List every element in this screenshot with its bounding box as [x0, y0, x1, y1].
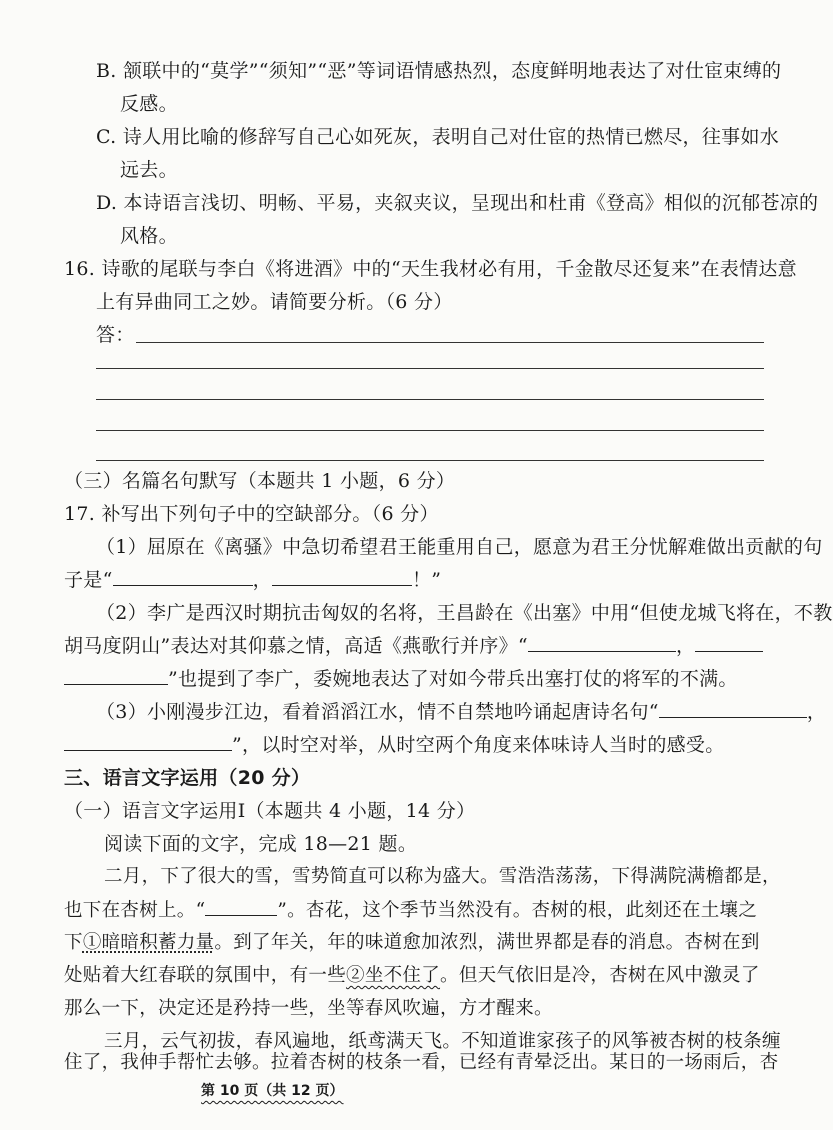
q17-part2-line3: ”也提到了李广，委婉地表达了对如今带兵出塞打仗的将军的不满。: [64, 666, 738, 692]
passage-p1-line3: 下①暗暗积蓄力量。到了年关，年的味道愈加浓烈，满世界都是春的消息。杏树在到: [64, 932, 760, 953]
q17-part2-blank-2b[interactable]: [64, 666, 168, 685]
section-famous-lines-heading: （三）名篇名句默写（本题共 1 小题，6 分）: [64, 470, 456, 492]
passage-p2-line1: 三月，云气初拔，春风遍地，纸鸢满天飞。不知道谁家孩子的风筝被杏树的枝条缠: [104, 1031, 781, 1052]
q17-part1-blank-2[interactable]: [272, 567, 412, 586]
q17-part1-blank-1[interactable]: [113, 567, 253, 586]
answer-line-2[interactable]: [96, 368, 764, 369]
answer-line-1[interactable]: [136, 342, 764, 343]
passage-p2-line2: 住了，我伸手帮忙去够。拉着杏树的枝条一看，已经有青晕泛出。某日的一场雨后，杏: [64, 1052, 779, 1073]
option-b-line1: B. 颔联中的“莫学”“须知”“恶”等词语情感热烈，态度鲜明地表达了对仕宦束缚的: [96, 60, 782, 82]
q17-part2-blank-1[interactable]: [528, 633, 676, 652]
option-c-line1: C. 诗人用比喻的修辞写自己心如死灰，表明自己对仕宦的热情已燃尽，往事如水: [96, 126, 780, 148]
passage-p1-line1: 二月，下了很大的雪，雪势简直可以称为盛大。雪浩浩荡荡，下得满院满檐都是，: [104, 866, 781, 887]
passage-blank[interactable]: [205, 897, 277, 916]
q17-part1-line2: 子是“ ， ！”: [64, 569, 442, 591]
question-16-line1: 16. 诗歌的尾联与李白《将进酒》中的“天生我材必有用，千金散尽还复来”在表情达意: [64, 258, 797, 280]
question-16-line2: 上有异曲同工之妙。请简要分析。（6 分）: [96, 291, 453, 313]
page-number-footer: 第 10 页（共 12 页）: [201, 1083, 344, 1099]
answer-line-3[interactable]: [96, 399, 764, 400]
section-3-heading: 三、语言文字运用（20 分）: [64, 767, 311, 789]
q17-part3-line1: （3）小刚漫步江边，看着滔滔江水，情不自禁地吟诵起唐诗名句“ ，: [96, 701, 827, 723]
q17-part3-blank-1[interactable]: [659, 699, 807, 718]
marked-phrase-1: ①暗暗积蓄力量: [82, 932, 215, 953]
passage-p1-line2: 也下在杏树上。“ ”。杏花，这个季节当然没有。杏树的根，此刻还在土壤之: [64, 897, 757, 924]
q17-part3-blank-2[interactable]: [64, 732, 232, 751]
reading-instruction: 阅读下面的文字，完成 18—21 题。: [104, 833, 418, 855]
q17-part1-line1: （1）屈原在《离骚》中急切希望君王能重用自己，愿意为君王分忧解难做出贡献的句: [96, 536, 823, 558]
q17-part3-line2: ”，以时空对举，从时空两个角度来体味诗人当时的感受。: [64, 732, 725, 758]
passage-p1-line5: 那么一下，决定还是矜持一些，坐等春风吹遍，方才醒来。: [64, 998, 553, 1019]
answer-line-5[interactable]: [96, 460, 764, 461]
answer-label: 答：: [96, 324, 135, 346]
answer-line-4[interactable]: [96, 430, 764, 431]
q17-part2-blank-2a[interactable]: [695, 633, 763, 652]
section-3-1-heading: （一）语言文字运用Ⅰ（本题共 4 小题，14 分）: [64, 800, 476, 822]
q17-part2-line2: 胡马度阴山”表达对其仰慕之情，高适《燕歌行并序》“ ，: [64, 633, 763, 659]
option-c-line2: 远去。: [120, 159, 178, 181]
q17-part2-line1: （2）李广是西汉时期抗击匈奴的名将，王昌龄在《出塞》中用“但使龙城飞将在，不教: [96, 602, 833, 624]
marked-phrase-2: ②坐不住了: [346, 965, 441, 986]
question-17-stem: 17. 补写出下列句子中的空缺部分。（6 分）: [64, 503, 439, 525]
option-d-line2: 风格。: [120, 225, 178, 247]
option-d-line1: D. 本诗语言浅切、明畅、平易，夹叙夹议，呈现出和杜甫《登高》相似的沉郁苍凉的: [96, 192, 819, 214]
option-b-line2: 反感。: [120, 93, 178, 115]
passage-p1-line4: 处贴着大红春联的氛围中，有一些②坐不住了。但天气依旧是冷，杏树在风中激灵了: [64, 965, 760, 986]
